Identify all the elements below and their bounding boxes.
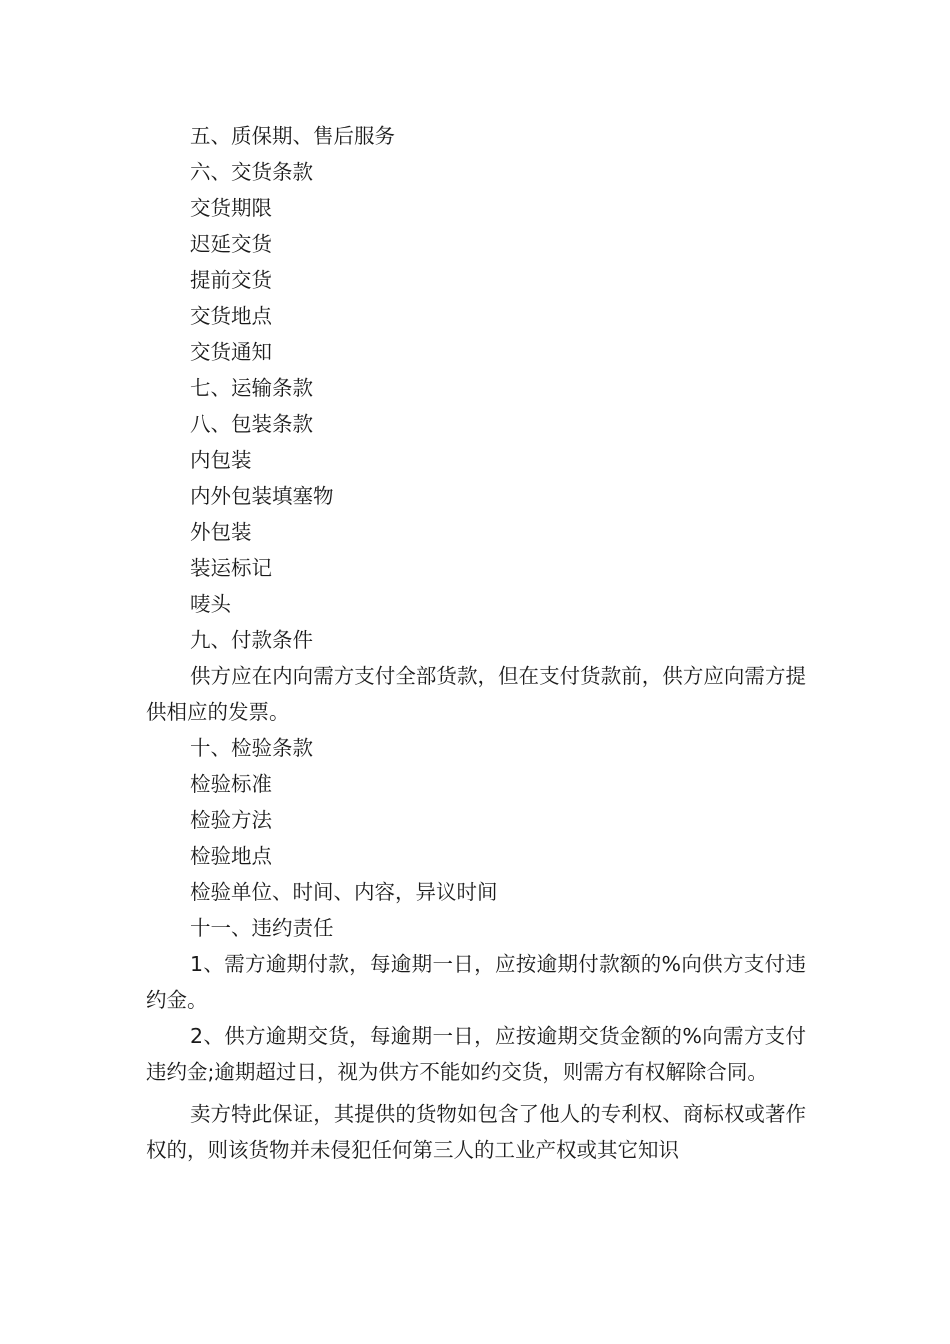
heading-payment-terms: 九、付款条件 [190, 628, 313, 652]
item-inspection-standard: 检验标准 [190, 772, 272, 796]
heading-delivery-terms: 六、交货条款 [190, 160, 313, 184]
item-inner-packaging: 内包装 [190, 448, 252, 472]
item-delivery-place: 交货地点 [190, 304, 272, 328]
item-outer-packaging: 外包装 [190, 520, 252, 544]
heading-warranty-service: 五、质保期、售后服务 [190, 124, 395, 148]
heading-inspection-terms: 十、检验条款 [190, 736, 313, 760]
heading-transport-terms: 七、运输条款 [190, 376, 313, 400]
heading-packaging-terms: 八、包装条款 [190, 412, 313, 436]
item-inspection-place: 检验地点 [190, 844, 272, 868]
item-delivery-notice: 交货通知 [190, 340, 272, 364]
item-early-delivery: 提前交货 [190, 268, 272, 292]
item-inspection-method: 检验方法 [190, 808, 272, 832]
paragraph-warranty: 卖方特此保证，其提供的货物如包含了他人的专利权、商标权或著作权的，则该货物并未侵犯任何第三人的工业产权或其它知识 [146, 1102, 806, 1162]
item-shipping-marks: 装运标记 [190, 556, 272, 580]
heading-liability: 十一、违约责任 [190, 916, 334, 940]
document-body [146, 118, 806, 1168]
item-marks: 唛头 [190, 592, 231, 616]
item-inspection-details: 检验单位、时间、内容，异议时间 [190, 880, 498, 904]
paragraph-liability-1: 1、需方逾期付款，每逾期一日，应按逾期付款额的%向供方支付违约金。 [146, 952, 806, 1012]
paragraph-liability-2: 2、供方逾期交货，每逾期一日，应按逾期交货金额的%向需方支付违约金;逾期超过日，视为供方不能如约交货，则需方有权解除合同。 [146, 1024, 806, 1084]
item-late-delivery: 迟延交货 [190, 232, 272, 256]
item-packaging-filler: 内外包装填塞物 [190, 484, 334, 508]
item-delivery-period: 交货期限 [190, 196, 272, 220]
paragraph-payment: 供方应在内向需方支付全部货款，但在支付货款前，供方应向需方提供相应的发票。 [146, 664, 806, 724]
